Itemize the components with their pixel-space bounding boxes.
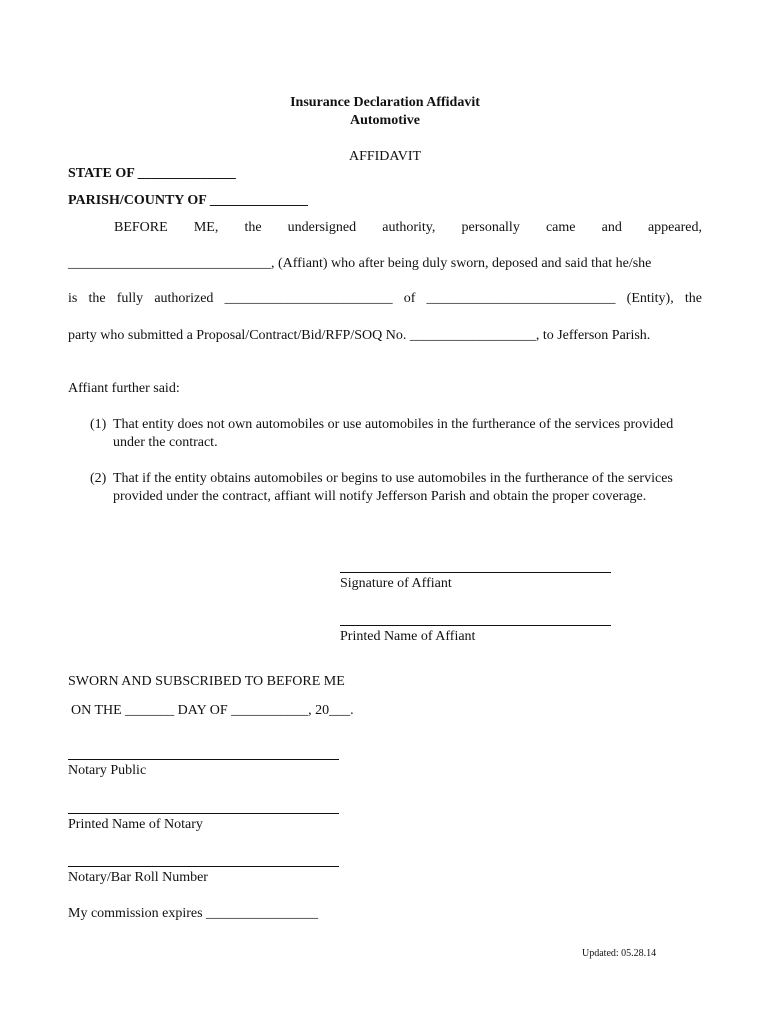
parish-county-field: PARISH/COUNTY OF ______________ (68, 193, 308, 208)
body-word: BEFORE (114, 220, 168, 235)
affiant-signature-label: Signature of Affiant (340, 576, 452, 591)
further-said: Affiant further said: (68, 381, 180, 396)
notary-bar-roll-line[interactable] (68, 866, 339, 867)
notary-printed-name-line[interactable] (68, 813, 339, 814)
list-item-number: (1) (90, 417, 107, 432)
affiant-printed-name-label: Printed Name of Affiant (340, 629, 476, 644)
body-word: (Entity), (626, 291, 674, 306)
affiant-signature-line[interactable] (340, 572, 611, 573)
body-line-2: _____________________________, (Affiant) who after being duly sworn, deposed and said that he/she (68, 256, 652, 271)
updated-date: Updated: 05.28.14 (582, 948, 657, 959)
document-subtitle: Automotive (350, 113, 420, 128)
body-word: personally (461, 220, 520, 235)
body-word: fully (116, 291, 144, 306)
body-word: authorized (154, 291, 214, 306)
affiant-printed-name-line[interactable] (340, 625, 611, 626)
body-line-4: party who submitted a Proposal/Contract/Bid/RFP/SOQ No. __________________, to Jefferson Parish. (68, 328, 651, 343)
body-word: and (601, 220, 622, 235)
sworn-line-2: ON THE _______ DAY OF ___________, 20___. (71, 703, 354, 718)
body-word: the (244, 220, 262, 235)
list-item (90, 416, 690, 452)
notary-public-label: Notary Public (68, 763, 147, 778)
body-word: authority, (382, 220, 436, 235)
document-title: Insurance Declaration Affidavit (290, 95, 480, 110)
body-word: is (68, 291, 78, 306)
body-word: came (545, 220, 576, 235)
notary-printed-name-label: Printed Name of Notary (68, 817, 203, 832)
list-item-text: That if the entity obtains automobiles or begins to use automobiles in the furtherance of the services provided under the contract, affiant will notify Jefferson Parish and obtain the proper coverage. (113, 471, 673, 504)
body-word: the (684, 291, 702, 306)
body-line-3 (68, 291, 702, 307)
affidavit-heading: AFFIDAVIT (348, 149, 422, 164)
notary-public-line[interactable] (68, 759, 339, 760)
sworn-line-1: SWORN AND SUBSCRIBED TO BEFORE ME (68, 674, 345, 689)
body-word: of (403, 291, 416, 306)
notary-bar-roll-label: Notary/Bar Roll Number (68, 870, 208, 885)
body-word: undersigned (287, 220, 357, 235)
list-item (90, 470, 690, 506)
list-item-text: That entity does not own automobiles or use automobiles in the furtherance of the services provided under the contract. (113, 417, 674, 450)
state-field: STATE OF ______________ (68, 166, 236, 181)
body-word: ___________________________ (426, 291, 616, 306)
list-item-number: (2) (90, 471, 107, 486)
body-word: ________________________ (224, 291, 393, 306)
body-word: the (88, 291, 106, 306)
body-word: appeared, (647, 220, 702, 235)
commission-expires: My commission expires ________________ (68, 906, 319, 921)
body-word: ME, (193, 220, 219, 235)
body-line-1 (114, 220, 702, 236)
